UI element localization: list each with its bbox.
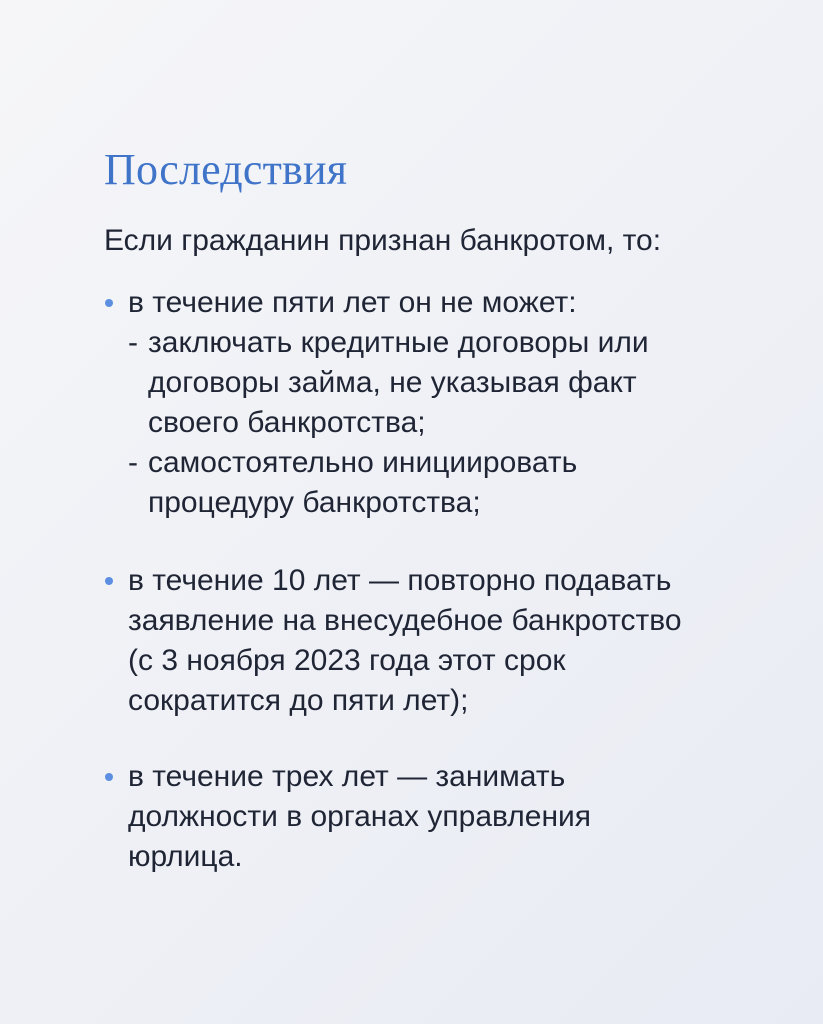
bullet-item-three-years bbox=[104, 757, 794, 877]
bullet-lead-line bbox=[104, 283, 794, 323]
page-title: Последствия bbox=[104, 145, 348, 194]
bullet-dot-icon bbox=[105, 577, 113, 585]
sub-item-credit-contracts-cont bbox=[104, 403, 794, 443]
bullet-lead-line bbox=[104, 757, 794, 797]
bullet-line-text: должности в органах управления bbox=[128, 800, 592, 833]
sub-item-line: заключать кредитные договоры или bbox=[148, 326, 649, 359]
bullet-line-text: (с 3 ноября 2023 года этот срок bbox=[128, 644, 566, 677]
sub-item-credit-contracts bbox=[104, 323, 794, 363]
bullet-line-text: в течение трех лет — занимать bbox=[128, 760, 566, 793]
sub-item-line: договоры займа, не указывая факт bbox=[148, 366, 637, 399]
sub-item-initiate-bankruptcy-cont bbox=[104, 483, 794, 523]
bullet-item-ten-years bbox=[104, 561, 794, 721]
bullet-line-text: юрлица. bbox=[128, 840, 243, 873]
intro-text: Если гражданин признан банкротом, то: bbox=[104, 224, 662, 257]
sub-item-line: процедуру банкротства; bbox=[148, 486, 481, 519]
bullet-lead-line bbox=[104, 561, 794, 601]
dash-icon: - bbox=[128, 326, 138, 359]
bullet-line-text: сократится до пяти лет); bbox=[128, 684, 469, 717]
sub-item-line: своего банкротства; bbox=[148, 406, 426, 439]
bullet-item-five-years bbox=[104, 283, 794, 523]
sub-item-credit-contracts-cont bbox=[104, 363, 794, 403]
bullet-line-text: заявление на внесудебное банкротство bbox=[128, 604, 682, 637]
bullet-line-text: в течение 10 лет — повторно подавать bbox=[128, 564, 672, 597]
sub-item-line: самостоятельно инициировать bbox=[148, 446, 578, 479]
bullet-dot-icon bbox=[105, 299, 113, 307]
sub-item-initiate-bankruptcy bbox=[104, 443, 794, 483]
dash-icon: - bbox=[128, 446, 138, 479]
bullet-lead-text: в течение пяти лет он не может: bbox=[128, 286, 577, 319]
bullet-dot-icon bbox=[105, 773, 113, 781]
